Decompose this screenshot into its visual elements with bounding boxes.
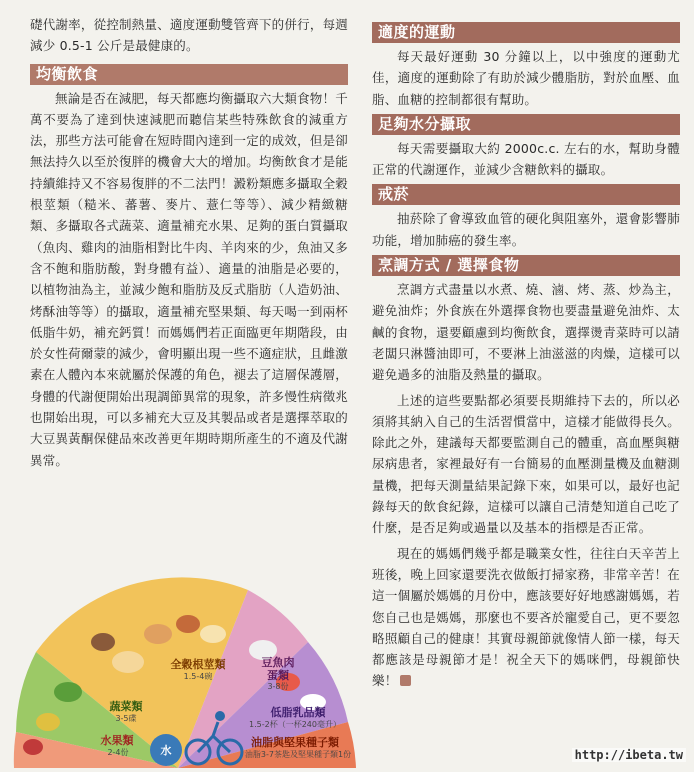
end-mark-icon	[400, 675, 411, 686]
cooking-heading: 烹調方式 / 選擇食物	[372, 255, 680, 276]
dairy-label: 低脂乳品類	[270, 706, 326, 719]
grains-label: 全穀根莖類	[170, 658, 226, 671]
water-paragraph: 每天需要攝取大約 2000c.c. 左右的水，幫助身體正常的代謝運作，並減少含糖飲料的攝取。	[372, 140, 680, 178]
vegetable-portion: 3-5碟	[115, 714, 137, 723]
closing-text: 現在的媽媽們幾乎都是職業女性，往往白天辛苦上班後，晚上回家還要洗衣做飯打掃家務，非常辛苦！在這一個屬於媽媽的月份中，應該要好好地感謝媽媽，若您自己也是媽媽，那麼也不要吝於寵愛自己，更不要忽略照顧自己的健康！其實母親節就像情人節一樣，每天都應該是母親節才是！祝全天下的媽咪們，母親節快樂！	[372, 545, 680, 689]
balanced-diet-heading: 均衡飲食	[30, 64, 348, 85]
closing-paragraph	[372, 543, 680, 692]
no-smoking-paragraph: 抽菸除了會導致血管的硬化與阻塞外，還會影響肺功能，增加肺癌的發生率。	[372, 211, 680, 248]
left-column	[30, 0, 348, 471]
exercise-paragraph: 每天最好運動 30 分鐘以上，以中強度的運動尤佳，適度的運動除了有助於減少體脂肪，對於血壓、血脂、血糖的控制都很有幫助。	[372, 49, 680, 107]
intro-paragraph: 礎代謝率，從控制熱量、適度運動雙管齊下的併行，每週減少 0.5-1 公斤是最健康的。	[30, 17, 348, 54]
protein-portion: 3-8份	[267, 682, 289, 691]
oil-nuts-label: 油脂與堅果種子類	[251, 736, 339, 749]
food-pyramid-illustration	[8, 572, 364, 768]
grains-portion: 1.5-4碗	[183, 672, 213, 681]
dairy-portion: 1.5-2杯（一杯240毫升）	[249, 720, 341, 729]
fruit-portion: 2-4份	[107, 748, 129, 757]
oil-nuts-portion: 油脂3-7茶匙及堅果種子類1份	[244, 750, 352, 759]
right-column	[372, 0, 680, 692]
water-label: 水	[160, 744, 172, 757]
cooking-paragraph: 烹調方式盡量以水煮、燒、滷、烤、蒸、炒為主，避免油炸；外食族在外選擇食物也要盡量避免油炸、太鹹的食物，還要顧慮到均衡飲食，選擇燙青菜時可以請老闆只淋醬油即可，不要淋上油滋滋的肉燥，這樣可以避免過多的油脂及熱量的攝取。	[372, 282, 680, 383]
protein-label: 豆魚肉蛋類	[261, 656, 295, 682]
no-smoking-heading: 戒菸	[372, 184, 680, 205]
fruit-label: 水果類	[100, 734, 134, 747]
summary-paragraph: 上述的這些要點都必須要長期維持下去的，所以必須將其納入自己的生活習慣當中，這樣才能做得長久。除此之外，建議每天都要監測自己的體重，高血壓與糖尿病患者，家裡最好有一台簡易的血壓測量機及血糖測量機，把每天測量結果記錄下來，如果可以，最好也記錄每天的飲食紀錄，這樣可以讓自己清楚知道自己吃了什麼，是否足夠或過量以及基本的指標是否正常。	[372, 392, 680, 536]
site-watermark: http://ibeta.tw	[572, 748, 686, 762]
exercise-heading: 適度的運動	[372, 22, 680, 43]
vegetable-label: 蔬菜類	[109, 700, 143, 713]
balanced-diet-paragraph: 無論是否在減肥，每天都應均衡攝取六大類食物！千萬不要為了達到快速減肥而聽信某些特殊飲食的減重方法，那些方法可能會在短時間內達到一定的成效，但是卻無法持久以至於復胖的機會大大的增加。均衡飲食才是能持續維持又不容易復胖的不二法門！澱粉類應多攝取全穀根莖類（糙米、蕃薯、麥片、薏仁等等）、減少精緻糖類、多攝取各式蔬菜、適量補充水果、足夠的蛋白質攝取（魚肉、雞肉的油脂相對比牛肉、羊肉來的少，魚油又多含不飽和脂肪酸，對身體有益）、適量的油脂是必要的，以植物油為主，並減少飽和脂肪及反式脂肪（人造奶油、烤酥油等等）的攝取，適量補充堅果類、每天喝一到兩杯低脂牛奶，補充鈣質！而媽媽們若正面臨更年期階段，由於女性荷爾蒙的減少，會明顯出現一些不適症狀，且雌激素在人體內本來就屬於保護的角色，褪去了這層保護層，身體的代謝便開始出現調節異常的現象，許多慢性病徵兆也開始出現，可以多補充大豆及其製品或者是選擇萃取的大豆異黃酮保健品來改善更年期時期所產生的不適及代謝異常。	[30, 90, 348, 468]
water-heading: 足夠水分攝取	[372, 114, 680, 135]
